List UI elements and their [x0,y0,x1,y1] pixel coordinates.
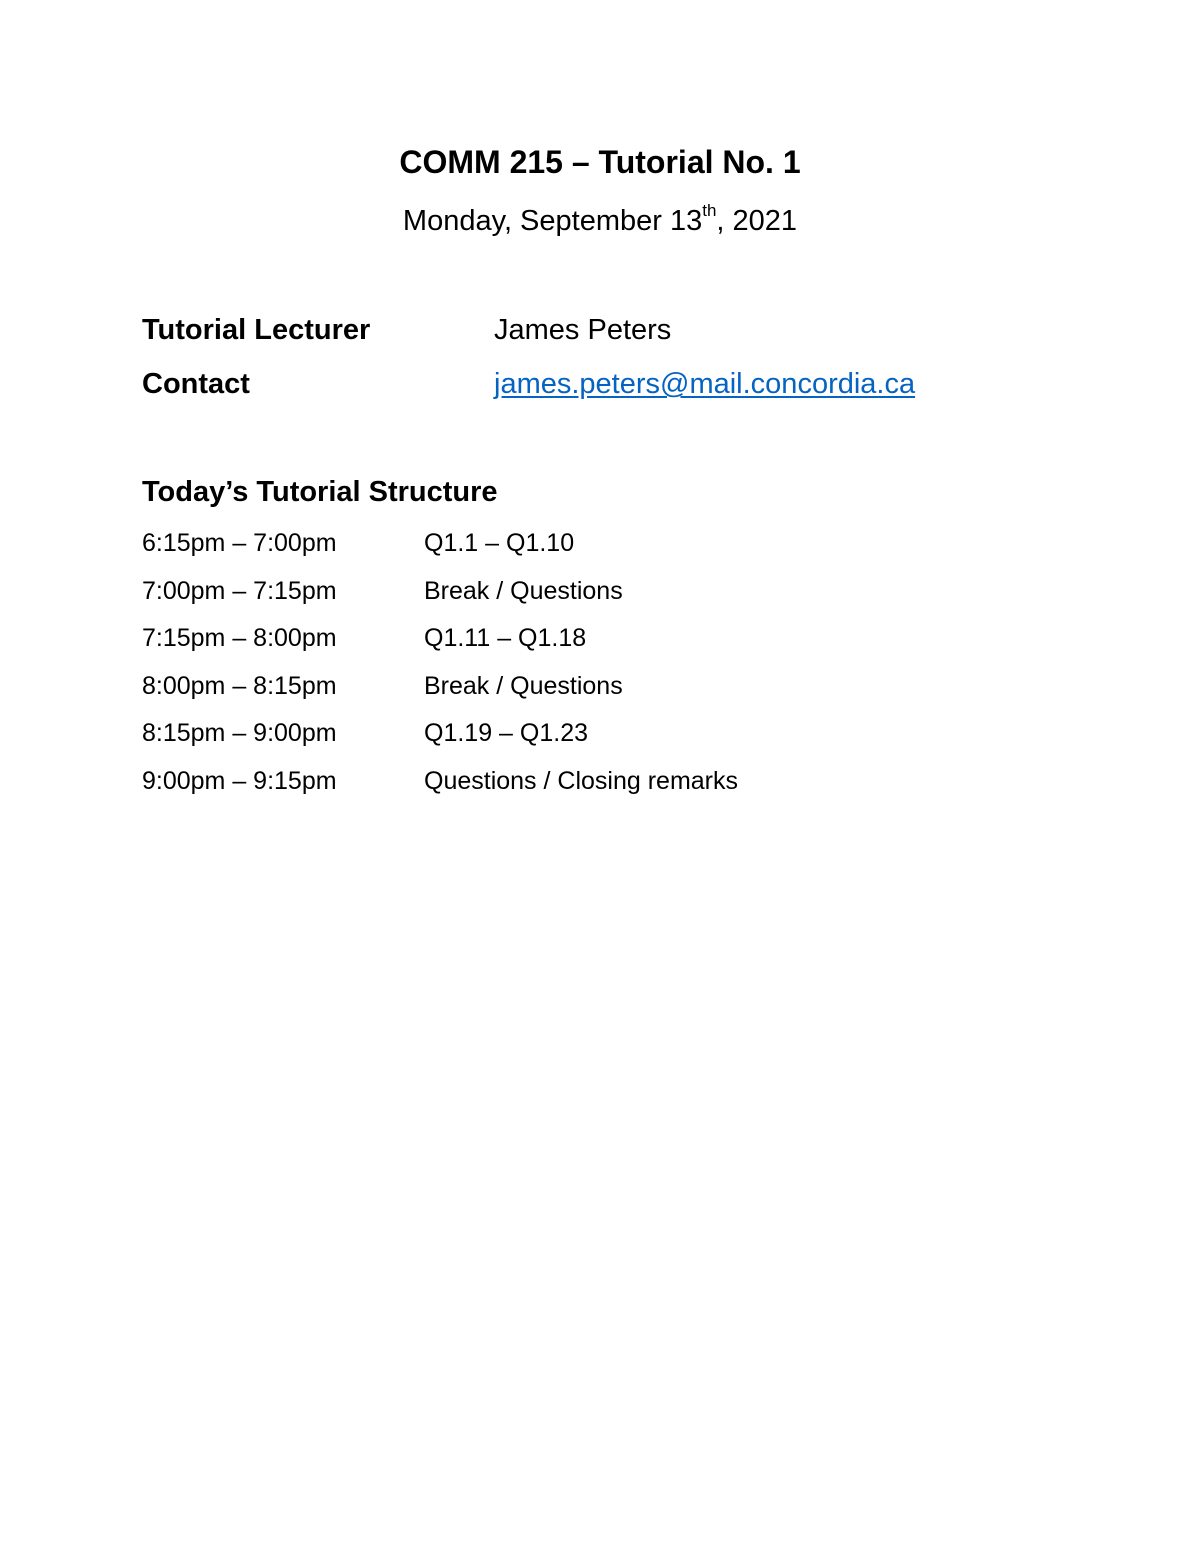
schedule-time: 9:00pm – 9:15pm [142,766,337,795]
document-date [0,200,1200,242]
schedule-activity: Q1.11 – Q1.18 [424,624,587,652]
schedule-activity: Break / Questions [424,576,623,605]
contact-email-link[interactable]: james.peters@mail.concordia.ca [494,368,916,400]
lecturer-name: James Peters [494,314,672,346]
schedule-activity: Q1.1 – Q1.10 [424,529,575,557]
schedule-time: 7:00pm – 7:15pm [142,576,337,605]
schedule-row [142,667,942,715]
schedule-time: 8:15pm – 9:00pm [142,719,337,747]
lecturer-label: Tutorial Lecturer [142,314,371,346]
schedule-row [142,572,942,620]
schedule-time: 7:15pm – 8:00pm [142,624,337,652]
schedule-time: 8:00pm – 8:15pm [142,671,337,700]
schedule-list [142,524,942,809]
schedule-row [142,762,942,810]
date-ordinal-suffix: th [702,201,717,221]
schedule-row [142,714,942,762]
schedule-row [142,619,942,667]
date-text: Monday, September 13 [402,205,703,237]
schedule-heading: Today’s Tutorial Structure [142,476,498,508]
info-row-lecturer [142,310,1042,350]
info-row-contact [142,364,1042,404]
schedule-activity: Q1.19 – Q1.23 [424,719,589,747]
document-title: COMM 215 – Tutorial No. 1 [399,144,801,180]
contact-label: Contact [142,368,250,400]
schedule-time: 6:15pm – 7:00pm [142,529,337,557]
schedule-activity: Questions / Closing remarks [424,766,739,795]
date-year: , 2021 [716,205,798,237]
schedule-activity: Break / Questions [424,671,623,700]
schedule-row [142,524,942,572]
